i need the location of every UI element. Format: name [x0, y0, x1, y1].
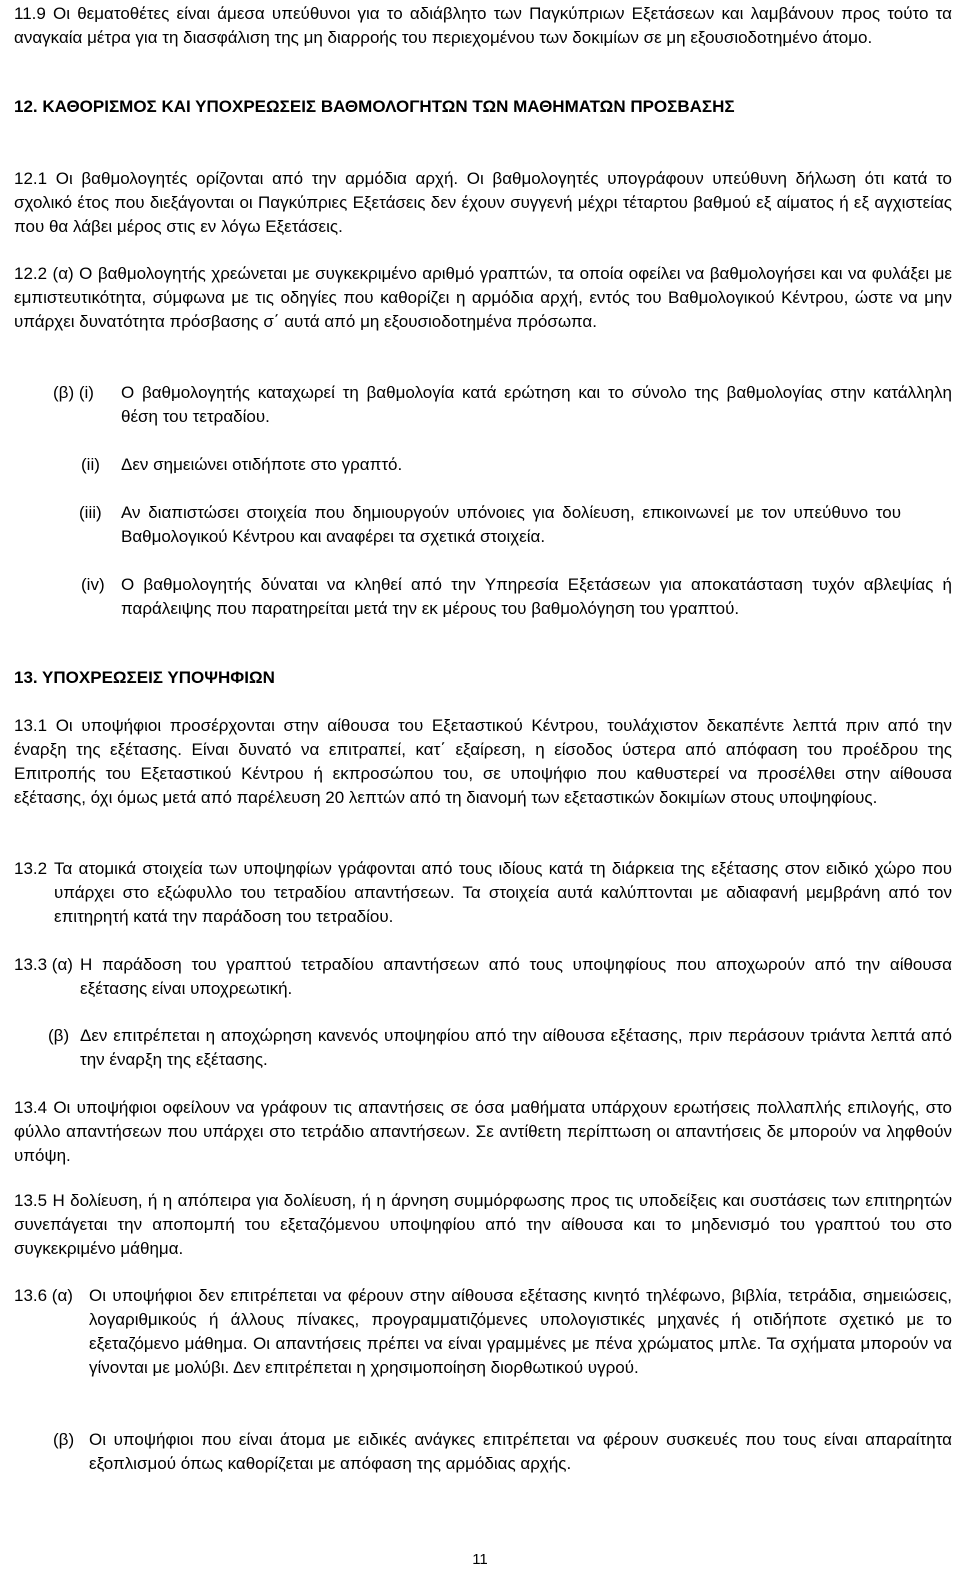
paragraph-11-9: 11.9 Οι θεματοθέτες είναι άμεσα υπεύθυνοι για το αδιάβλητο των Παγκύπριων Εξετάσεων και λαμβάνουν προς τούτο τα αναγκαία μέτρα για τη διασφάλιση της μη διαρροής του περιεχομένου των δοκιμίων σε μη εξουσιοδοτημένο άτομο.: [14, 4, 952, 47]
paragraph-13-6b: Οι υποψήφιοι που είναι άτομα με ειδικές ανάγκες επιτρέπεται να φέρουν συσκευές που τους είναι απαραίτητα εξοπλισμού όπως καθορίζεται με απόφαση της αρμόδιας αρχής.: [89, 1430, 952, 1473]
label-13-3b: (β): [48, 1026, 70, 1045]
paragraph-13-6a: Οι υποψήφιοι δεν επιτρέπεται να φέρουν στην αίθουσα εξέτασης κινητό τηλέφωνο, βιβλία, τετράδια, σημειώσεις, λογαριθμικούς ή άλλους πίνακες, προγραμματιζόμενες υπολογιστικές μηχανές ή οτιδήποτε σχετικό με το εξεταζόμενο μάθημα. Οι απαντήσεις πρέπει να είναι γραμμένες με πένα χρώματος μπλε. Τα σχήματα μπορούν να γίνονται με μολύβι. Δεν επιτρέπεται η χρησιμοποίηση διορθωτικού υγρού.: [89, 1286, 952, 1377]
label-13-3a: 13.3 (α): [14, 955, 73, 974]
label-12-2b-ii: (ii): [81, 455, 100, 474]
paragraph-13-2-text: Τα ατομικά στοιχεία των υποψηφίων γράφονται από τους ιδίους κατά τη διάρκεια της εξέτασης στον ειδικό χώρο που υπάρχει στο εξώφυλλο του τετραδίου απαντήσεων. Τα στοιχεία αυτά καλύπτονται με αδιαφανή μεμβράνη από τον επιτηρητή κατά την παράδοση του τετραδίου.: [54, 859, 952, 926]
heading-section-12: 12. ΚΑΘΟΡΙΣΜΟΣ ΚΑΙ ΥΠΟΧΡΕΩΣΕΙΣ ΒΑΘΜΟΛΟΓΗΤΩΝ ΤΩΝ ΜΑΘΗΜΑΤΩΝ ΠΡΟΣΒΑΣΗΣ: [14, 97, 735, 116]
label-12-2b-i: (β) (i): [53, 383, 94, 402]
page-number: 11: [472, 1551, 488, 1568]
paragraph-13-5: 13.5 Η δολίευση, ή η απόπειρα για δολίευση, ή η άρνηση συμμόρφωσης προς τις υποδείξεις και συστάσεις των επιτηρητών συνεπάγεται την αποπομπή του εξεταζόμενου υποψηφίου από την αίθουσα και το μηδενισμό του γραπτού του στο συγκεκριμένο μάθημα.: [14, 1191, 952, 1258]
label-13-6a: 13.6 (α): [14, 1286, 73, 1305]
paragraph-13-4: 13.4 Οι υποψήφιοι οφείλουν να γράφουν τις απαντήσεις σε όσα μαθήματα υπάρχουν ερωτήσεις πολλαπλής επιλογής, στο φύλλο απαντήσεων που υπάρχει στο τετράδιο απαντήσεων. Σε αντίθετη περίπτωση οι απαντήσεις δε μπορούν να ληφθούν υπόψη.: [14, 1098, 952, 1165]
paragraph-13-2: [54, 857, 952, 929]
paragraph-12-2b-iv: Ο βαθμολογητής δύναται να κληθεί από την Υπηρεσία Εξετάσεων για αποκατάσταση τυχόν αβλεψίας ή παράλειψης που παρατηρείται μετά την εκ μέρους του βαθμολόγηση του γραπτού.: [121, 575, 952, 618]
paragraph-12-2b-ii: Δεν σημειώνει οτιδήποτε στο γραπτό.: [121, 455, 403, 474]
label-12-2b-iii: (iii): [79, 503, 102, 522]
paragraph-12-2a: 12.2 (α) Ο βαθμολογητής χρεώνεται με συγκεκριμένο αριθμό γραπτών, τα οποία οφείλει να βαθμολογήσει και να φυλάξει με εμπιστευτικότητα, σύμφωνα με τις οδηγίες που καθορίζει η αρμόδια αρχή, εντός του Βαθμολογικού Κέντρου, ώστε να μην υπάρχει δυνατότητα πρόσβασης σ΄ αυτά από μη εξουσιοδοτημένα πρόσωπα.: [14, 264, 952, 331]
paragraph-12-1: 12.1 Οι βαθμολογητές ορίζονται από την αρμόδια αρχή. Οι βαθμολογητές υπογράφουν υπεύθυνη δήλωση ότι κατά το σχολικό έτος που διεξάγονται οι Παγκύπριες Εξετάσεις δεν έχουν συγγενή μέχρι τέταρτου βαθμού εξ αίματος ή εξ αγχιστείας που θα λάβει μέρος στις εν λόγω Εξετάσεις.: [14, 169, 952, 236]
paragraph-13-3a: Η παράδοση του γραπτού τετραδίου απαντήσεων από τους υποψηφίους που αποχωρούν από την αίθουσα εξέτασης είναι υποχρεωτική.: [80, 955, 952, 998]
heading-section-13: 13. ΥΠΟΧΡΕΩΣΕΙΣ ΥΠΟΨΗΦΙΩΝ: [14, 668, 275, 687]
label-12-2b-iv: (iv): [81, 575, 105, 594]
paragraph-13-1: 13.1 Οι υποψήφιοι προσέρχονται στην αίθουσα του Εξεταστικού Κέντρου, τουλάχιστον δεκαπέντε λεπτά πριν από την έναρξη της εξέτασης. Είναι δυνατό να επιτραπεί, κατ΄ εξαίρεση, η είσοδος ύστερα από απόφαση του προέδρου της Επιτροπής του Εξεταστικού Κέντρου ή εκπροσώπου του, σε υποψήφιο που καθυστερεί να προσέλθει στην αίθουσα εξέτασης, όχι όμως μετά από παρέλευση 20 λεπτών από τη διανομή των εξεταστικών δοκιμίων στους υποψηφίους.: [14, 716, 952, 807]
label-13-2: 13.2: [14, 859, 48, 878]
paragraph-12-2b-iii: Αν διαπιστώσει στοιχεία που δημιουργούν υπόνοιες για δολίευση, επικοινωνεί με τον υπεύθυνο του Βαθμολογικού Κέντρου και αναφέρει τα σχετικά στοιχεία.: [121, 503, 901, 546]
label-13-6b: (β): [53, 1430, 75, 1449]
paragraph-13-3b: Δεν επιτρέπεται η αποχώρηση κανενός υποψηφίου από την αίθουσα εξέτασης, πριν περάσουν τριάντα λεπτά από την έναρξη της εξέτασης.: [80, 1026, 952, 1069]
paragraph-12-2b-i: Ο βαθμολογητής καταχωρεί τη βαθμολογία κατά ερώτηση και το σύνολο της βαθμολογίας στην κατάλληλη θέση του τετραδίου.: [121, 383, 952, 426]
